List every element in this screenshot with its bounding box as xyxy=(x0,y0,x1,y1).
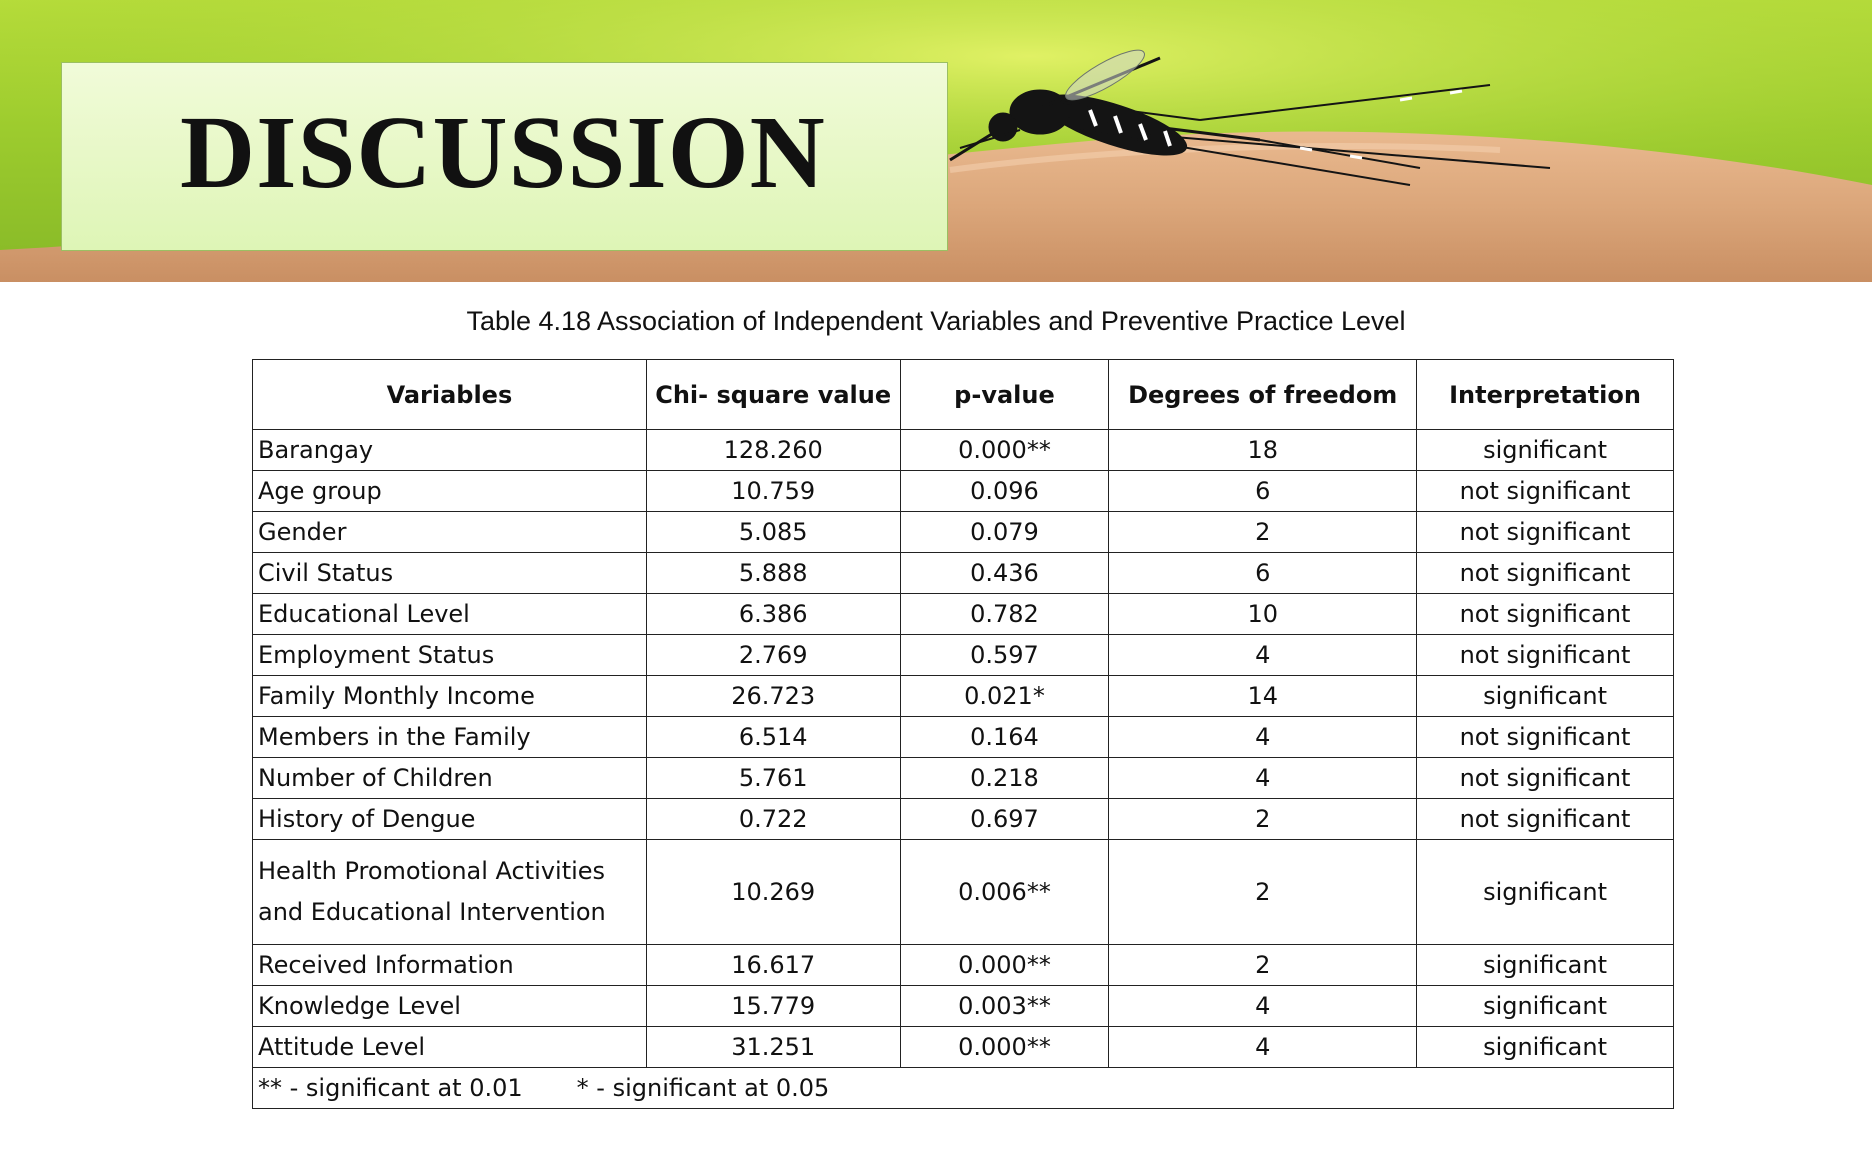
cell-chi-square: 6.514 xyxy=(646,717,900,758)
table-row xyxy=(253,840,1674,945)
cell-interpretation: not significant xyxy=(1417,635,1674,676)
cell-variable: Health Promotional Activities and Educational Intervention xyxy=(253,840,647,945)
cell-chi-square: 10.269 xyxy=(646,840,900,945)
cell-variable: Number of Children xyxy=(253,758,647,799)
cell-df: 6 xyxy=(1109,471,1417,512)
cell-variable: Employment Status xyxy=(253,635,647,676)
cell-p-value: 0.000** xyxy=(900,1027,1109,1068)
cell-interpretation: not significant xyxy=(1417,471,1674,512)
cell-chi-square: 16.617 xyxy=(646,945,900,986)
cell-p-value: 0.782 xyxy=(900,594,1109,635)
table-row xyxy=(253,799,1674,840)
cell-interpretation: significant xyxy=(1417,430,1674,471)
cell-chi-square: 5.085 xyxy=(646,512,900,553)
cell-variable: Attitude Level xyxy=(253,1027,647,1068)
cell-chi-square: 2.769 xyxy=(646,635,900,676)
cell-interpretation: significant xyxy=(1417,1027,1674,1068)
cell-df: 4 xyxy=(1109,986,1417,1027)
cell-interpretation: not significant xyxy=(1417,553,1674,594)
footnote-significant-005: * - significant at 0.05 xyxy=(576,1074,830,1102)
cell-p-value: 0.697 xyxy=(900,799,1109,840)
cell-df: 4 xyxy=(1109,717,1417,758)
cell-p-value: 0.436 xyxy=(900,553,1109,594)
cell-df: 14 xyxy=(1109,676,1417,717)
footnote-significant-001: ** - significant at 0.01 xyxy=(258,1074,523,1102)
cell-p-value: 0.006** xyxy=(900,840,1109,945)
cell-interpretation: not significant xyxy=(1417,758,1674,799)
cell-df: 2 xyxy=(1109,945,1417,986)
header-banner xyxy=(0,0,1872,282)
cell-variable: History of Dengue xyxy=(253,799,647,840)
cell-p-value: 0.164 xyxy=(900,717,1109,758)
slide-title: DISCUSSION xyxy=(180,95,826,210)
cell-chi-square: 5.761 xyxy=(646,758,900,799)
cell-interpretation: significant xyxy=(1417,986,1674,1027)
cell-interpretation: not significant xyxy=(1417,799,1674,840)
cell-interpretation: significant xyxy=(1417,840,1674,945)
table-footnote-row xyxy=(253,1068,1674,1109)
cell-p-value: 0.096 xyxy=(900,471,1109,512)
cell-chi-square: 6.386 xyxy=(646,594,900,635)
table-row xyxy=(253,986,1674,1027)
header-degrees-of-freedom: Degrees of freedom xyxy=(1109,360,1417,430)
table-row xyxy=(253,758,1674,799)
cell-variable: Knowledge Level xyxy=(253,986,647,1027)
cell-variable: Barangay xyxy=(253,430,647,471)
cell-variable: Received Information xyxy=(253,945,647,986)
cell-interpretation: not significant xyxy=(1417,717,1674,758)
cell-p-value: 0.000** xyxy=(900,430,1109,471)
cell-df: 2 xyxy=(1109,799,1417,840)
cell-interpretation: not significant xyxy=(1417,512,1674,553)
cell-variable: Educational Level xyxy=(253,594,647,635)
cell-chi-square: 10.759 xyxy=(646,471,900,512)
header-interpretation: Interpretation xyxy=(1417,360,1674,430)
cell-variable: Age group xyxy=(253,471,647,512)
cell-p-value: 0.597 xyxy=(900,635,1109,676)
cell-variable: Civil Status xyxy=(253,553,647,594)
cell-interpretation: significant xyxy=(1417,676,1674,717)
cell-chi-square: 26.723 xyxy=(646,676,900,717)
cell-variable: Family Monthly Income xyxy=(253,676,647,717)
title-box xyxy=(61,62,948,251)
cell-p-value: 0.218 xyxy=(900,758,1109,799)
table-row xyxy=(253,1027,1674,1068)
table-row xyxy=(253,553,1674,594)
table-caption: Table 4.18 Association of Independent Variables and Preventive Practice Level xyxy=(466,306,1406,336)
table-row xyxy=(253,471,1674,512)
cell-chi-square: 128.260 xyxy=(646,430,900,471)
table-row xyxy=(253,594,1674,635)
cell-p-value: 0.000** xyxy=(900,945,1109,986)
table-row xyxy=(253,676,1674,717)
cell-df: 6 xyxy=(1109,553,1417,594)
cell-chi-square: 31.251 xyxy=(646,1027,900,1068)
table-row xyxy=(253,430,1674,471)
table-header-row xyxy=(253,360,1674,430)
cell-df: 10 xyxy=(1109,594,1417,635)
cell-chi-square: 5.888 xyxy=(646,553,900,594)
header-p-value: p-value xyxy=(900,360,1109,430)
table-row xyxy=(253,945,1674,986)
table-footnote xyxy=(253,1068,1674,1109)
cell-df: 2 xyxy=(1109,840,1417,945)
cell-chi-square: 0.722 xyxy=(646,799,900,840)
cell-interpretation: not significant xyxy=(1417,594,1674,635)
table-row xyxy=(253,717,1674,758)
cell-variable: Members in the Family xyxy=(253,717,647,758)
cell-variable: Gender xyxy=(253,512,647,553)
association-table xyxy=(252,359,1674,1109)
cell-p-value: 0.003** xyxy=(900,986,1109,1027)
header-chi-square: Chi- square value xyxy=(646,360,900,430)
cell-chi-square: 15.779 xyxy=(646,986,900,1027)
cell-df: 4 xyxy=(1109,758,1417,799)
cell-df: 4 xyxy=(1109,1027,1417,1068)
cell-df: 2 xyxy=(1109,512,1417,553)
cell-p-value: 0.079 xyxy=(900,512,1109,553)
cell-df: 4 xyxy=(1109,635,1417,676)
cell-p-value: 0.021* xyxy=(900,676,1109,717)
header-variables: Variables xyxy=(253,360,647,430)
table-row xyxy=(253,635,1674,676)
cell-df: 18 xyxy=(1109,430,1417,471)
table-row xyxy=(253,512,1674,553)
cell-interpretation: significant xyxy=(1417,945,1674,986)
